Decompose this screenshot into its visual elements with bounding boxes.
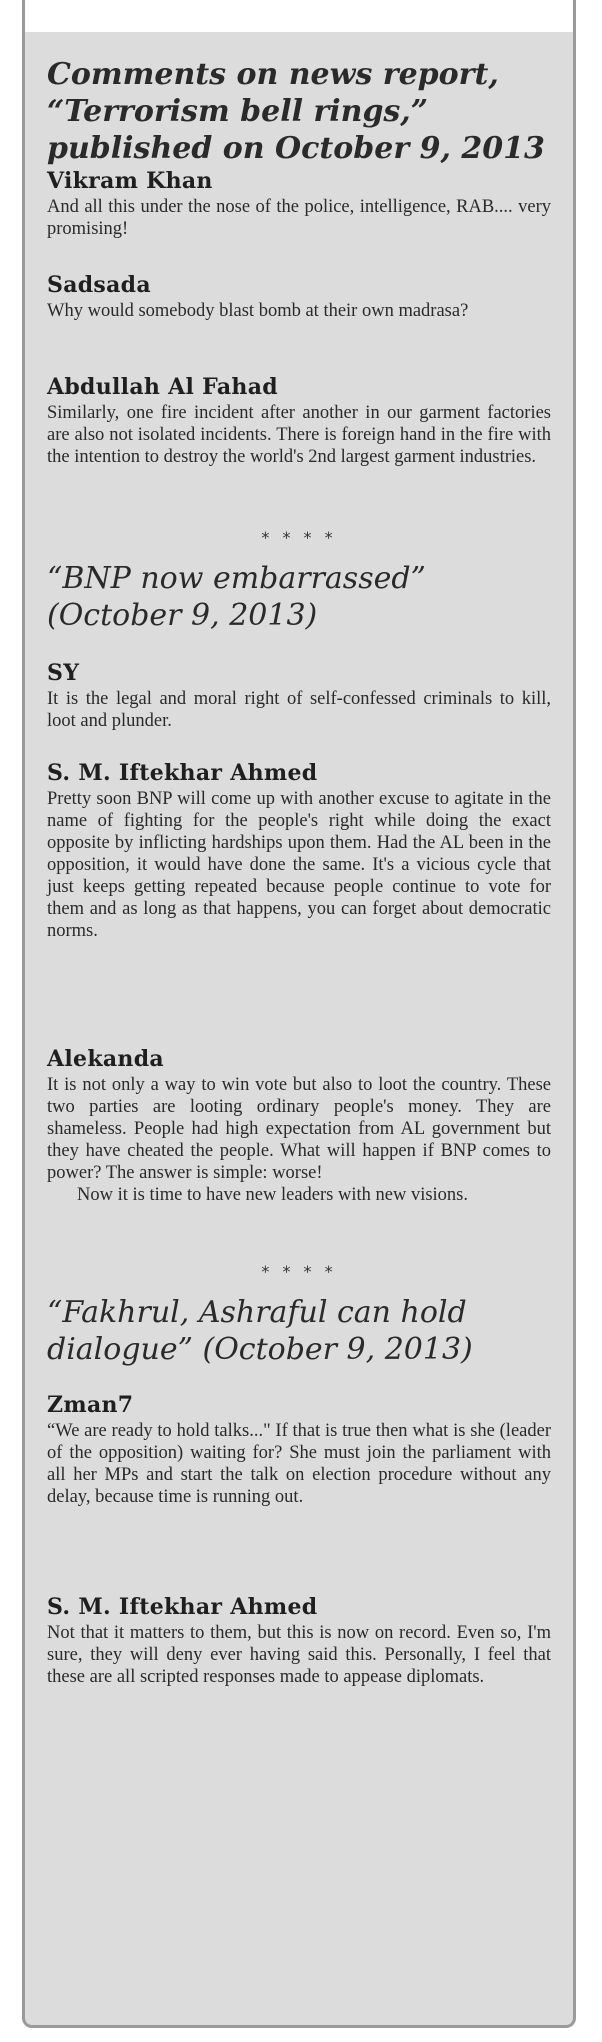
section-heading: “BNP now embarrassed” (October 9, 2013) [47, 561, 426, 633]
comment-text: “We are ready to hold talks..." If that is true then what is she (leader of the opposition) waiting for? She must join the parliament with all her MPs and start the talk on election procedure without any delay, because time is running out. [47, 1421, 551, 1507]
section-bnp-embarrassed [47, 560, 551, 634]
comment-block [47, 1392, 551, 1508]
comment-text: Pretty soon BNP will come up with another excuse to agitate in the name of fighting for the people's right while doing the exact opposite by inflicting hardships upon them. Had the AL been in the opposition, it would have done the same. It's a vicious cycle that just keeps getting repeated because people continue to vote for them and as long as that happens, you can forget about democratic norms. [47, 789, 551, 941]
comment-text: It is the legal and moral right of self-confessed criminals to kill, loot and plunder. [47, 689, 551, 731]
commenter-name: Alekanda [47, 1046, 164, 1072]
comment-block [47, 374, 551, 468]
commenter-name: S. M. Iftekhar Ahmed [47, 1594, 318, 1620]
section-heading: “Fakhrul, Ashraful can hold dialogue” (October 9, 2013) [47, 1295, 473, 1367]
commenter-name: SY [47, 660, 80, 686]
comment-text: It is not only a way to win vote but also to loot the country. These two parties are looting ordinary people's money. They are shameless. People had high expectation from AL government but they have cheated the people. What will happen if BNP comes to power? The answer is simple: worse! [47, 1075, 551, 1183]
comment-text: And all this under the nose of the police, intelligence, RAB.... very promising! [47, 197, 551, 239]
comment-text: Why would somebody blast bomb at their own madrasa? [47, 301, 469, 321]
comments-panel [22, 0, 576, 2028]
commenter-name: S. M. Iftekhar Ahmed [47, 760, 318, 786]
comment-block [47, 168, 551, 240]
section-heading: Comments on news report, “Terrorism bell rings,” published on October 9, 2013 [47, 57, 545, 166]
commenter-name: Vikram Khan [47, 168, 213, 194]
comment-block [47, 1046, 551, 1206]
comment-text: Similarly, one fire incident after another in our garment factories are also not isolated incidents. There is foreign hand in the fire with the intention to destroy the world's 2nd largest garment industries. [47, 403, 551, 467]
comment-block [47, 1594, 551, 1688]
section-separator: * * * * [261, 528, 337, 547]
comment-text: Not that it matters to them, but this is now on record. Even so, I'm sure, they will deny ever having said this. Personally, I feel that these are all scripted responses made to appease diplomats. [47, 1623, 551, 1687]
commenter-name: Sadsada [47, 272, 151, 298]
section-terrorism-bell [47, 56, 551, 167]
comment-block [47, 660, 551, 732]
commenter-name: Abdullah Al Fahad [47, 374, 278, 400]
section-separator: * * * * [261, 1262, 337, 1281]
comment-block [47, 760, 551, 942]
comment-text-continued: Now it is time to have new leaders with new visions. [77, 1185, 469, 1205]
top-white-strip [25, 0, 573, 32]
comment-block [47, 272, 551, 322]
section-fakhrul-ashraful [47, 1294, 551, 1368]
commenter-name: Zman7 [47, 1392, 134, 1418]
